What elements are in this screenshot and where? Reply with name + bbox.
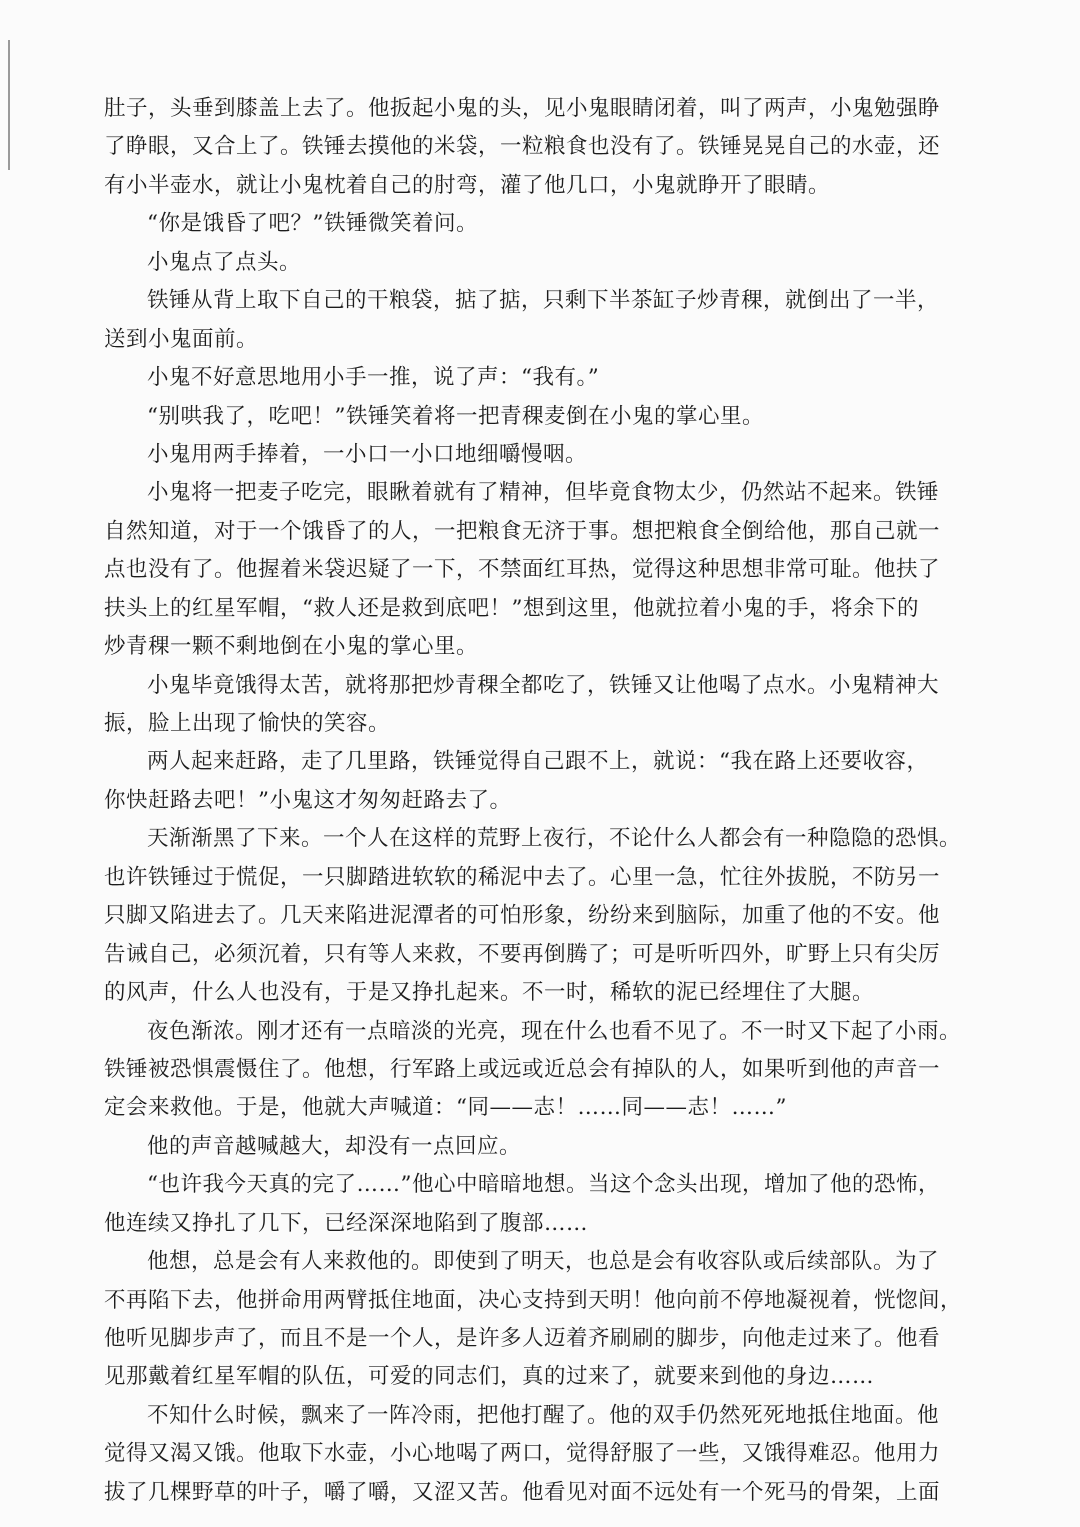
text-line: 他的声音越喊越大，却没有一点回应。 — [147, 1133, 522, 1159]
text-line: “别哄我了，吃吧！”铁锤笑着将一把青稞麦倒在小鬼的掌心里。 — [147, 403, 764, 429]
text-line: 肚子，头垂到膝盖上去了。他扳起小鬼的头，见小鬼眼睛闭着，叫了两声，小鬼勉强睁 — [104, 96, 941, 121]
body-text — [104, 90, 964, 1512]
text-line: 小鬼将一把麦子吃完，眼瞅着就有了精神，但毕竟食物太少，仍然站不起来。铁锤 — [147, 480, 940, 506]
text-line: 告诫自己，必须沉着，只有等人来救，不要再倒腾了；可是听听四外，旷野上只有尖厉 — [104, 941, 941, 967]
text-line: 送到小鬼面前。 — [104, 326, 259, 352]
text-line: 的风声，什么人也没有，于是又挣扎起来。不一时，稀软的泥已经埋住了大腿。 — [104, 980, 875, 1006]
text-line: 小鬼用两手捧着，一小口一小口地细嚼慢咽。 — [147, 441, 588, 467]
text-line: “你是饿昏了吧？”铁锤微笑着问。 — [147, 211, 478, 237]
text-line: 点也没有了。他握着米袋迟疑了一下，不禁面红耳热，觉得这种思想非常可耻。他扶了 — [104, 557, 941, 583]
binding-mark — [8, 40, 10, 170]
text-line: 有小半壶水，就让小鬼枕着自己的肘弯，灌了他几口，小鬼就睁开了眼睛。 — [104, 172, 831, 198]
text-line: 铁锤从背上取下自己的干粮袋，掂了掂，只剩下半茶缸子炒青稞，就倒出了一半， — [147, 288, 940, 314]
text-line: 定会来救他。于是，他就大声喊道：“同——志！……同——志！……” — [104, 1095, 787, 1121]
text-line: 不再陷下去，他拼命用两臂抵住地面，决心支持到天明！他向前不停地凝视着，恍惚间， — [104, 1287, 963, 1313]
text-line: 他想，总是会有人来救他的。即使到了明天，也总是会有收容队或后续部队。为了 — [147, 1249, 940, 1275]
text-line: 炒青稞一颗不剩地倒在小鬼的掌心里。 — [104, 634, 479, 660]
text-line: 小鬼点了点头。 — [147, 249, 302, 275]
text-line: “也许我今天真的完了……”他心中暗暗地想。当这个念头出现，增加了他的恐怖， — [147, 1172, 940, 1198]
text-line: 振，脸上出现了愉快的笑容。 — [104, 711, 391, 736]
text-line: 见那戴着红星军帽的队伍，可爱的同志们，真的过来了，就要来到他的身边…… — [104, 1364, 875, 1390]
text-line: 他听见脚步声了，而且不是一个人，是许多人迈着齐刷刷的脚步，向他走过来了。他看 — [104, 1326, 941, 1351]
text-line: 了睁眼，又合上了。铁锤去摸他的米袋，一粒粮食也没有了。铁锤晃晃自己的水壶，还 — [104, 134, 941, 160]
text-line: 他连续又挣扎了几下，已经深深地陷到了腹部…… — [104, 1210, 589, 1236]
text-line: 扶头上的红星军帽，“救人还是救到底吧！”想到这里，他就拉着小鬼的手，将余下的 — [104, 595, 919, 621]
text-line: 自然知道，对于一个饿昏了的人，一把粮食无济于事。想把粮食全倒给他，那自己就一 — [104, 518, 941, 544]
text-line: 只脚又陷进去了。几天来陷进泥潭者的可怕形象，纷纷来到脑际，加重了他的不安。他 — [104, 903, 941, 929]
text-line: 拔了几棵野草的叶子，嚼了嚼，又涩又苦。他看见对面不远处有一个死马的骨架，上面 — [104, 1479, 941, 1505]
text-line: 你快赶路去吧！”小鬼这才匆匆赶路去了。 — [104, 787, 512, 813]
text-line: 不知什么时候，飘来了一阵冷雨，把他打醒了。他的双手仍然死死地抵住地面。他 — [147, 1402, 940, 1428]
text-line: 小鬼不好意思地用小手一推，说了声：“我有。” — [147, 365, 600, 391]
text-line: 天渐渐黑了下来。一个人在这样的荒野上夜行，不论什么人都会有一种隐隐的恐惧。 — [147, 826, 962, 852]
text-line: 铁锤被恐惧震慑住了。他想，行军路上或远或近总会有掉队的人，如果听到他的声音一 — [104, 1056, 941, 1082]
text-line: 两人起来赶路，走了几里路，铁锤觉得自己跟不上，就说：“我在路上还要收容， — [147, 749, 929, 775]
text-line: 小鬼毕竟饿得太苦，就将那把炒青稞全都吃了，铁锤又让他喝了点水。小鬼精神大 — [147, 672, 940, 698]
text-line: 夜色渐浓。刚才还有一点暗淡的光亮，现在什么也看不见了。不一时又下起了小雨。 — [147, 1018, 962, 1044]
text-line: 也许铁锤过于慌促，一只脚踏进软软的稀泥中去了。心里一急，忙往外拔脱，不防另一 — [104, 864, 941, 890]
text-line: 觉得又渴又饿。他取下水壶，小心地喝了两口，觉得舒服了一些，又饿得难忍。他用力 — [104, 1441, 941, 1467]
